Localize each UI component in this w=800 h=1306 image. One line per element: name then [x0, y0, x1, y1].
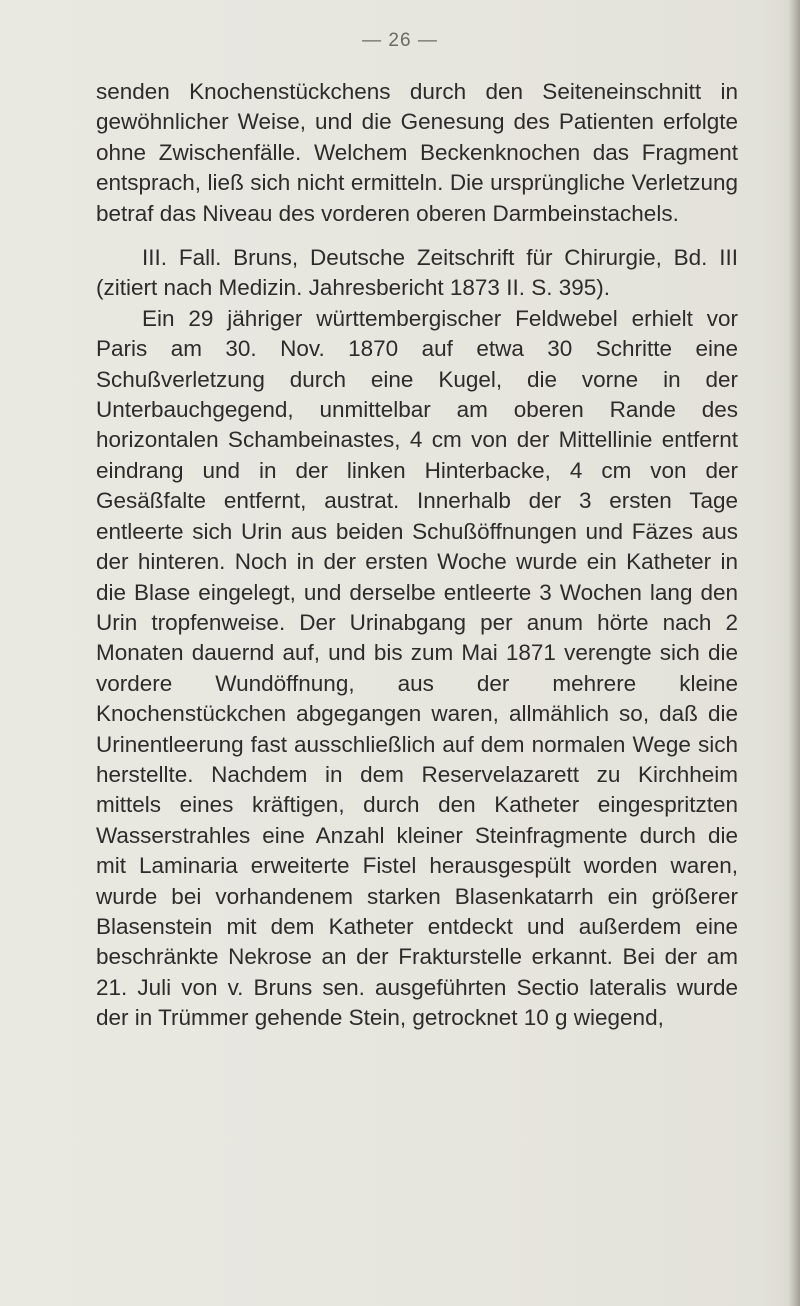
paragraph-case-report: Ein 29 jähriger württembergischer Feldwebel erhielt vor Paris am 30. Nov. 1870 auf etwa 30 Schritte eine Schußverletzung durch eine Kugel, die vorne in der Unterbauchgegend, unmittelbar am oberen Rande des horizontalen Schambeinastes, 4 cm von der Mittellinie entfernt eindrang und in der linken Hinterbacke, 4 cm von der Gesäßfalte entfernt, austrat. Innerhalb der 3 ersten Tage entleerte sich Urin aus beiden Schußöffnungen und Fäzes aus der hinteren. Noch in der ersten Woche wurde ein Katheter in die Blase eingelegt, und derselbe entleerte 3 Wochen lang den Urin tropfenweise. Der Urinabgang per anum hörte nach 2 Monaten dauernd auf, und bis zum Mai 1871 verengte sich die vordere Wundöffnung, aus der mehrere kleine Knochenstückchen abgegangen waren, allmählich so, daß die Urinentleerung fast ausschließlich auf dem normalen Wege sich herstellte. Nachdem in dem Reservelazarett zu Kirchheim mittels eines kräftigen, durch den Katheter eingespritzten Wasserstrahles eine Anzahl kleiner Steinfragmente durch die mit Laminaria erweiterte Fistel herausgespült worden waren, wurde bei vorhandenem starken Blasenkatarrh ein größerer Blasenstein mit dem Katheter entdeckt und außerdem eine beschränkte Nekrose an der Frakturstelle erkannt. Bei der am 21. Juli von v. Bruns sen. ausgeführten Sectio lateralis wurde der in Trümmer gehende Stein, getrocknet 10 g wiegend,: [96, 305, 738, 1031]
body-text: [96, 77, 738, 1034]
paragraph-case-heading: III. Fall. Bruns, Deutsche Zeitschrift für Chirurgie, Bd. III (zitiert nach Medizin. Jahresbericht 1873 II. S. 395).: [96, 245, 738, 301]
paragraph-continuation: senden Knochenstückchens durch den Seiteneinschnitt in gewöhnlicher Weise, und die Genesung des Patienten erfolgte ohne Zwischenfälle. Welchem Beckenknochen das Fragment entsprach, ließ sich nicht ermitteln. Die ursprüngliche Verletzung betraf das Niveau des vorderen oberen Darmbeinstachels.: [96, 79, 738, 226]
page-number: — 26 —: [362, 30, 438, 51]
page-edge-shadow: [788, 0, 800, 1306]
